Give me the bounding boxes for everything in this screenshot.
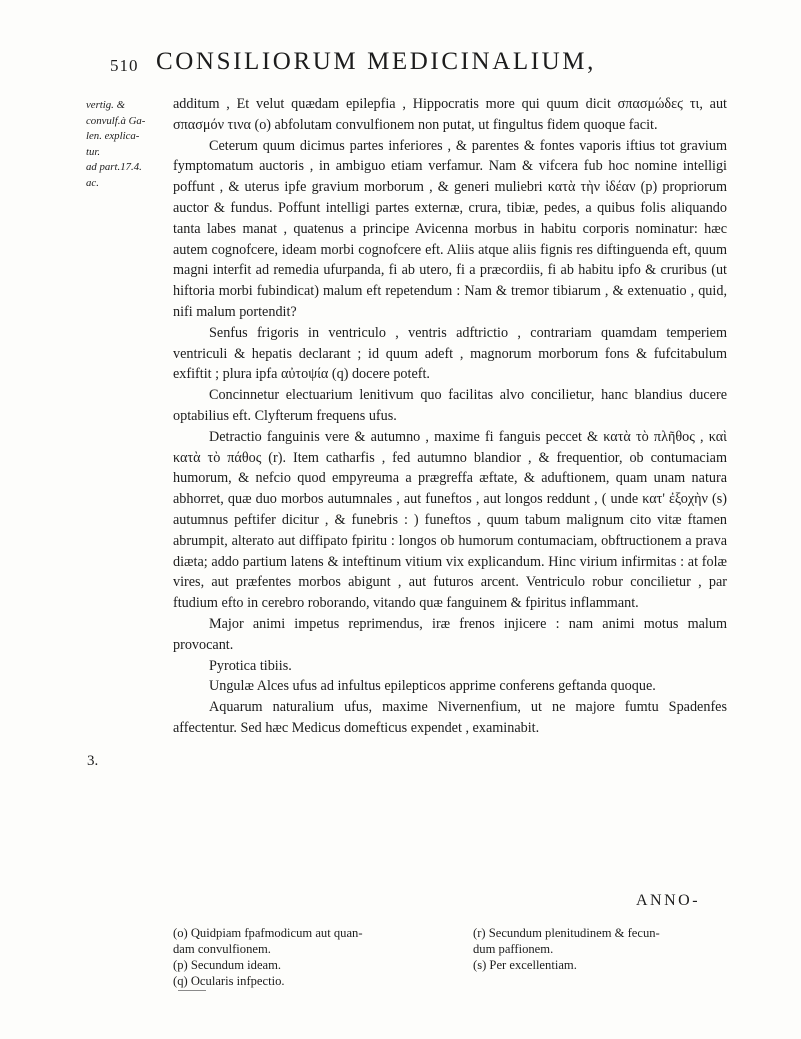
running-head: [110, 48, 710, 88]
footnotes-left-column: [173, 925, 451, 989]
margin-number: 3.: [87, 753, 99, 769]
footnote-line: (r) Secundum plenitudinem & fecun-: [473, 926, 660, 940]
footnote-line: (p) Secundum ideam.: [173, 958, 282, 972]
paragraph: Pyrotica tibiis.: [209, 657, 292, 674]
margin-note: vertig. & convulf.à Ga- len. explica- tur. ad part.17.4. ac.: [86, 99, 146, 189]
page-mark-divider: [178, 990, 206, 991]
paragraph: Detractio fanguinis vere & autumno , maxime fi fanguis peccet & κατὰ τὸ πλῆθος , καὶ κατὰ τὸ πάθος (r). Item catharfis , fed autumno blandior , & frequentior, ob contumaciam humorum, & nefcio quod empyreuma a prægreffa æftate, & aduftionem, quam unam natura abhorret, quæ duo morbos autumnales , aut funeftos , aut longos reddunt , ( unde κατ' ἐξοχὴν (s) autumnus peftifer dicitur , & funebris : ) funeftos , quum tabum malignum cito vitæ ftamen abrumpit, alterato aut diffipato fpiritu : longos ob humorum contumaciam, obftructionem a prava diæta; addo partium latens & inteftinum vitium vix explicandum. Hinc virium infirmitas : at folæ vires, aut præfentes morbos abigunt , aut futuros arcent. Ventriculo robur concilietur , par ftudium efto in cerebro roborando, vitando quæ fanguinem & fpiritus inflammant.: [173, 428, 727, 612]
paragraph: Major animi impetus reprimendus, iræ frenos injicere : nam animi motus malum provocant.: [173, 615, 727, 653]
paragraph: Senfus frigoris in ventriculo , ventris adftrictio , contrariam quamdam temperiem ventriculi & hepatis declarant ; id quum adeft , magnorum morborum fons & fufcitabulum exfiftit ; plura ipfa αὐτοψία (q) docere poteft.: [173, 324, 727, 383]
footnotes-right-column: [473, 925, 729, 973]
footnote-line: (o) Quidpiam fpafmodicum aut quan-: [173, 926, 363, 940]
paragraph: Ungulæ Alces ufus ad infultus epilepticos apprime conferens geftanda quoque.: [209, 678, 656, 695]
footnote-line: dum paffionem.: [473, 942, 554, 956]
footnote-line: (s) Per excellentiam.: [473, 958, 577, 972]
paragraph: Concinnetur electuarium lenitivum quo facilitas alvo concilietur, hanc blandius ducere optabilius eft. Clyfterum frequens ufus.: [173, 387, 727, 424]
page-title: CONSILIORUM MEDICINALIUM,: [156, 48, 596, 75]
paragraph: Aquarum naturalium ufus, maxime Nivernenfium, ut ne majore fumtu Spadenfes affectentur. Sed hæc Medicus domefticus expendet , examinabit.: [173, 699, 727, 736]
page-number: 510: [110, 56, 139, 75]
footnote-line: dam convulfionem.: [173, 942, 271, 956]
paragraph: additum , Et velut quædam epilepfia , Hippocratis more qui quum dicit σπασμώδεϛ τι, aut σπασμόν τινα (o) abfolutam convulfionem non putat, ut fingultus fidem quoque facit.: [173, 96, 727, 133]
body-text: [173, 94, 727, 739]
catchword: ANNO-: [636, 892, 701, 909]
paragraph: Ceterum quum dicimus partes inferiores , & parentes & fontes vaporis iftius tot gravium fymptomatum auctoris , in ambiguo etiam verfamur. Nam & vifcera fub hoc nomine intelligi poffunt , & uterus ipfe gravium morborum , & generi muliebri κατὰ τὴν ἰδέαν (p) propriorum auctor & fundus. Poffunt intelligi partes externæ, crura, tibiæ, pedes, a quibus folis aliquando tanta labes manat , quatenus a principe Avicenna morbus in habitu corporis nominatur: hæc autem cognofcere, ideam morbi cognofcere eft. Aliis atque aliis fignis res diftinguenda eft, quum magni interfit ad remedia ufurpanda, fi ab utero, fi a præcordiis, fi ab habitu ipfo & cruribus (ut hiftoria morbi fubindicat) malum eft repetendum : Nam & tremor tibiarum , & extenuatio , quid, nifi malum portendit?: [173, 137, 727, 320]
footnote-line: (q) Ocularis infpectio.: [173, 974, 285, 988]
